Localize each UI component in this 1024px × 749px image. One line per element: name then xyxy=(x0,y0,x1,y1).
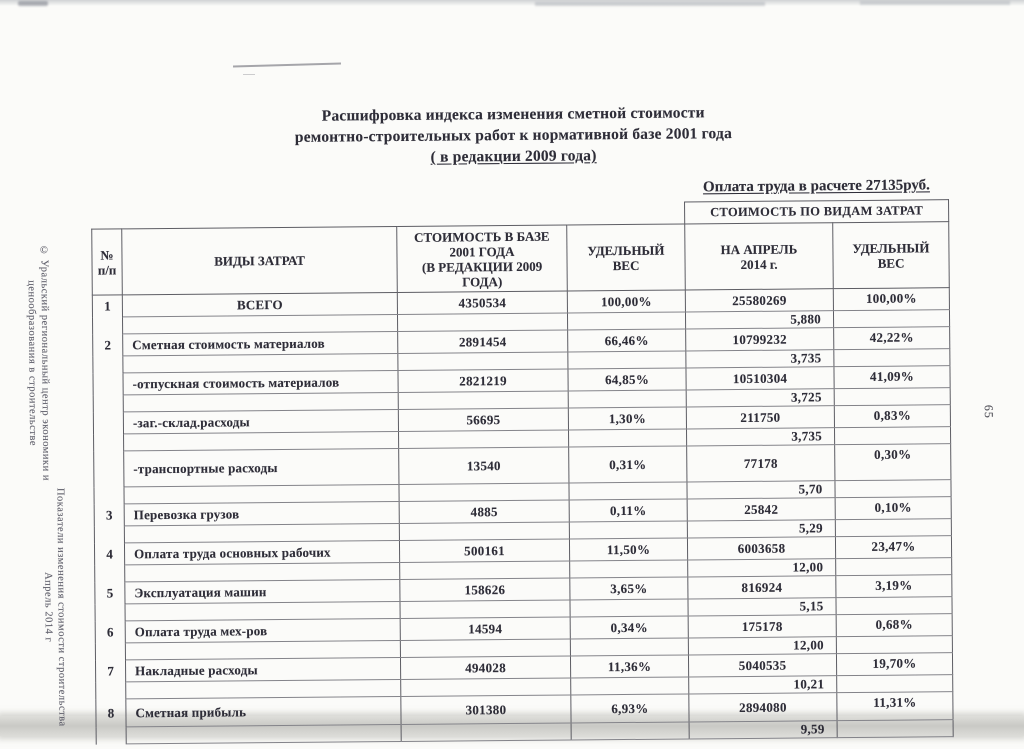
cell-num xyxy=(93,412,123,434)
cost-table xyxy=(91,199,954,744)
cell-weight2: 0,10% xyxy=(835,497,951,520)
cell-num: 2 xyxy=(93,334,123,356)
cell-base-cost: 14594 xyxy=(400,617,570,640)
title-line-1: Расшифровка индекса изменения сметной стоимости xyxy=(213,101,813,127)
cell-index-value: 5,15 xyxy=(688,598,836,616)
cell-empty xyxy=(835,480,951,498)
cell-april-cost: 816924 xyxy=(688,576,836,599)
cell-base-cost: 4350534 xyxy=(397,291,567,314)
cell-base-cost: 13540 xyxy=(399,447,569,484)
cell-empty xyxy=(568,390,686,408)
cell-empty xyxy=(95,565,125,582)
cell-empty xyxy=(95,604,125,621)
cell-empty xyxy=(570,560,688,578)
wage-note: Оплата труда в расчете 27135руб. xyxy=(528,177,930,198)
cell-weight2: 19,70% xyxy=(836,653,952,676)
cell-empty xyxy=(569,482,687,500)
cell-index-value: 9,59 xyxy=(689,721,837,739)
col-header-weight2: УДЕЛЬНЫЙ ВЕС xyxy=(833,222,950,289)
cell-label: Перевозка грузов xyxy=(124,501,399,525)
cell-empty xyxy=(398,391,568,409)
cell-empty xyxy=(397,313,567,331)
cell-base-cost: 2891454 xyxy=(398,330,568,353)
cell-empty xyxy=(836,558,952,576)
title-line-2: ремонтно-строительных работ к нормативной базе 2001 года xyxy=(213,122,813,148)
page-number: 65 xyxy=(981,405,996,419)
cell-index-value: 5,880 xyxy=(685,311,833,329)
cell-num xyxy=(93,373,123,395)
cell-base-cost: 4885 xyxy=(399,500,569,523)
cell-label: Сметная прибыль xyxy=(126,696,401,726)
cell-empty xyxy=(570,638,688,656)
cell-april-cost: 10799232 xyxy=(686,328,834,351)
cell-index-value: 5,70 xyxy=(687,481,835,499)
cell-label: Эксплуатация машин xyxy=(125,579,400,603)
cell-num: 1 xyxy=(92,295,122,317)
col-header-kinds: ВИДЫ ЗАТРАТ xyxy=(122,226,398,294)
cell-weight: 0,11% xyxy=(569,499,687,522)
table-header-row xyxy=(92,222,950,295)
cell-empty xyxy=(571,722,689,740)
cell-empty xyxy=(398,352,568,370)
cell-weight: 6,93% xyxy=(571,694,689,723)
cell-empty xyxy=(569,521,687,539)
cell-weight: 0,31% xyxy=(569,446,687,483)
document-title xyxy=(213,101,814,169)
col-header-base: СТОИМОСТЬ В БАЗЕ 2001 ГОДА (В РЕДАКЦИИ 2009 ГОДА) xyxy=(397,225,568,292)
cell-empty xyxy=(95,643,125,660)
col-header-num: № п/п xyxy=(92,229,123,295)
cell-num: 7 xyxy=(95,660,125,682)
cell-base-cost: 494028 xyxy=(400,656,570,679)
cell-weight: 100,00% xyxy=(567,290,685,313)
cell-empty xyxy=(126,724,401,743)
cell-empty xyxy=(836,597,952,615)
cell-label: Оплата труда основных рабочих xyxy=(124,540,399,564)
cell-weight2: 42,22% xyxy=(834,327,950,350)
cell-april-cost: 10510304 xyxy=(686,367,834,390)
cell-empty xyxy=(92,317,122,334)
cell-empty xyxy=(400,561,570,579)
cell-weight2: 0,83% xyxy=(834,405,950,428)
cell-empty xyxy=(94,526,124,543)
cell-index-value: 3,735 xyxy=(686,350,834,368)
cell-label: -отпускная стоимость материалов xyxy=(123,370,398,394)
sidebar-doc-info-line: Показатели изменения стоимости строительства xyxy=(53,482,68,732)
sidebar-copyright-line: ценообразования в строительстве xyxy=(24,229,39,497)
cell-weight: 64,85% xyxy=(568,368,686,391)
title-line-3: ( в редакции 2009 года) xyxy=(214,143,814,169)
cell-index-value: 3,725 xyxy=(686,389,834,407)
cell-empty xyxy=(399,430,569,448)
cell-empty xyxy=(94,434,124,451)
cell-empty xyxy=(401,678,571,696)
cell-num: 8 xyxy=(96,699,126,727)
cell-index-value: 12,00 xyxy=(688,559,836,577)
cell-empty xyxy=(836,636,952,654)
cell-base-cost: 301380 xyxy=(401,695,571,724)
cell-weight2: 0,30% xyxy=(835,444,951,481)
cell-april-cost: 77178 xyxy=(687,445,835,482)
cell-weight: 11,36% xyxy=(570,655,688,678)
cell-index-value: 12,00 xyxy=(688,637,836,655)
cell-empty xyxy=(571,677,689,695)
cell-base-cost: 500161 xyxy=(399,539,569,562)
cell-empty xyxy=(96,682,126,699)
col-group-header: СТОИМОСТЬ ПО ВИДАМ ЗАТРАТ xyxy=(685,200,949,224)
cell-index-value: 5,29 xyxy=(687,520,835,538)
cell-weight: 3,65% xyxy=(570,577,688,600)
sidebar-copyright-line: © Уральский региональный центр экономики и xyxy=(37,229,52,497)
cell-index-value: 10,21 xyxy=(689,676,837,694)
sidebar-copyright xyxy=(24,229,52,497)
cell-label: ВСЕГО xyxy=(122,292,397,316)
cell-weight: 66,46% xyxy=(568,329,686,352)
cell-empty xyxy=(94,487,124,504)
cell-april-cost: 5040535 xyxy=(688,654,836,677)
cell-empty xyxy=(570,599,688,617)
cell-empty xyxy=(837,720,953,738)
cell-empty xyxy=(834,349,950,367)
cell-empty xyxy=(399,483,569,501)
cell-weight: 0,34% xyxy=(570,616,688,639)
cell-label: -заг.-склад.расходы xyxy=(123,409,398,433)
cell-index-value: 3,735 xyxy=(686,428,834,446)
cell-empty xyxy=(96,727,126,744)
cell-weight: 11,50% xyxy=(569,538,687,561)
sidebar-doc-info-line: Апрель 2014 г xyxy=(40,482,55,732)
cell-num: 5 xyxy=(95,582,125,604)
cell-empty xyxy=(399,522,569,540)
cell-weight2: 41,09% xyxy=(834,366,950,389)
cell-label: -транспортные расходы xyxy=(124,448,399,486)
cell-empty xyxy=(568,351,686,369)
cell-empty xyxy=(834,388,950,406)
cell-base-cost: 2821219 xyxy=(398,369,568,392)
cell-weight2: 23,47% xyxy=(835,536,951,559)
cell-label: Накладные расходы xyxy=(125,657,400,681)
cell-num: 4 xyxy=(94,543,124,565)
sidebar-doc-info xyxy=(40,482,68,732)
cell-weight2: 11,31% xyxy=(837,692,953,721)
cell-april-cost: 25842 xyxy=(687,498,835,521)
cell-april-cost: 25580269 xyxy=(685,289,833,312)
cell-base-cost: 158626 xyxy=(400,578,570,601)
cell-label: Оплата труда мех-ров xyxy=(125,618,400,642)
cell-base-cost: 56695 xyxy=(398,408,568,431)
col-header-april: НА АПРЕЛЬ 2014 г. xyxy=(685,223,834,290)
cell-weight: 1,30% xyxy=(568,407,686,430)
cost-table-body xyxy=(92,288,953,744)
cell-weight2: 100,00% xyxy=(833,288,949,311)
cell-num: 3 xyxy=(94,504,124,526)
cell-empty xyxy=(93,356,123,373)
cell-april-cost: 6003658 xyxy=(687,537,835,560)
cell-num: 6 xyxy=(95,621,125,643)
cell-empty xyxy=(569,429,687,447)
cell-num xyxy=(94,451,124,487)
cell-april-cost: 175178 xyxy=(688,615,836,638)
cell-label: Сметная стоимость материалов xyxy=(123,331,398,355)
cell-empty xyxy=(834,427,950,445)
cell-empty xyxy=(401,723,571,741)
cell-empty xyxy=(567,312,685,330)
cell-empty xyxy=(400,600,570,618)
col-header-weight: УДЕЛЬНЫЙ ВЕС xyxy=(567,224,686,291)
cell-empty xyxy=(835,519,951,537)
cell-weight2: 3,19% xyxy=(836,575,952,598)
cell-empty xyxy=(400,639,570,657)
cell-empty xyxy=(833,310,949,328)
cell-april-cost: 2894080 xyxy=(689,693,837,722)
cell-weight2: 0,68% xyxy=(836,614,952,637)
cell-april-cost: 211750 xyxy=(686,406,834,429)
cell-empty xyxy=(93,395,123,412)
cell-empty xyxy=(837,675,953,693)
